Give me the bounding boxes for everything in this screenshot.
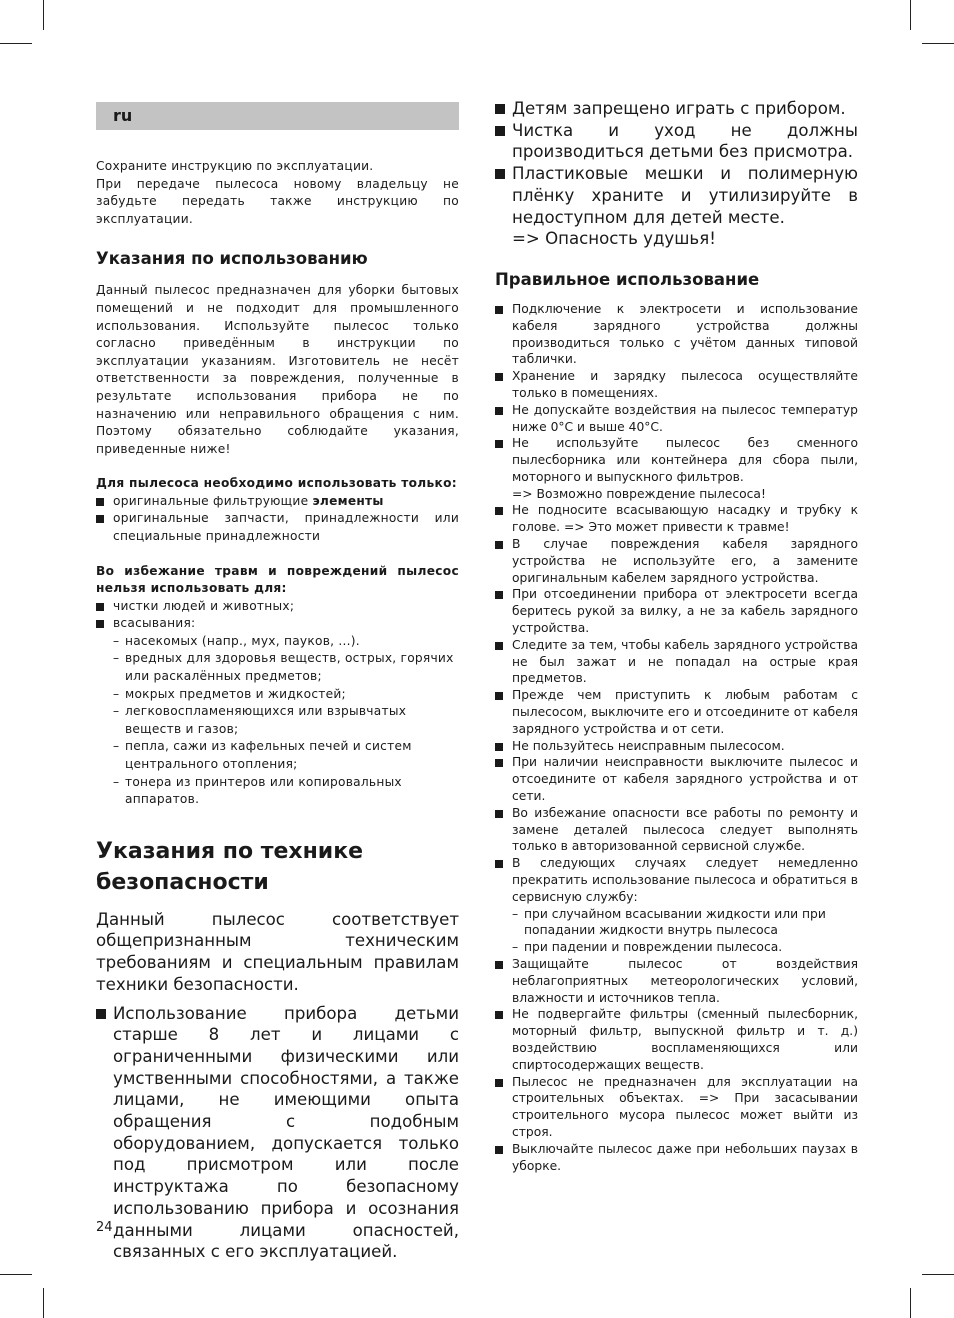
list-item: оригинальные запчасти, принадлежности или специальные принадлежности [96, 510, 459, 545]
intro-line: При передаче пылесоса новому владельцу не забудьте передать также инструкцию по эксплуатации. [96, 176, 459, 226]
safety-list-left [96, 1003, 459, 1263]
usage-title: Указания по использованию [96, 249, 368, 269]
list-item: В случае повреждения кабеля зарядного устройства не используйте его, а замените оригинальным кабелем зарядного устройства. [495, 536, 858, 586]
avoid-sublist [113, 633, 459, 809]
list-item: При отсоединении прибора от электросети всегда беритесь рукой за вилку, а не за кабель зарядного устройства. [495, 586, 858, 636]
crop-mark [43, 0, 44, 30]
crop-mark [910, 1288, 911, 1318]
list-item: Пылесос не предназначен для эксплуатации на строительных объектах. => При засасывании строительного мусора пылесос может выйти из строя. [495, 1074, 858, 1141]
safety-title: Указания по технике безопасности [96, 838, 364, 895]
safety-list-right [495, 98, 858, 228]
list-item: Детям запрещено играть с прибором. [495, 98, 858, 120]
list-item: – мокрых предметов и жидкостей; [113, 686, 459, 704]
list-item: оригинальные фильтрующие элементы [96, 493, 459, 511]
proper-list [495, 301, 858, 1174]
crop-mark [922, 1274, 954, 1275]
crop-mark [43, 1288, 44, 1318]
list-item: При наличии неисправности выключите пылесос и отсоедините от кабеля зарядного устройства и от сети. [495, 754, 858, 804]
list-item: Чистка и уход не должны производиться детьми без присмотра. [495, 120, 858, 163]
right-column [495, 98, 858, 1174]
note-text: => Возможно повреждение пылесоса! [512, 486, 766, 501]
page-number: 24 [96, 1220, 113, 1235]
list-item: – вредных для здоровья веществ, острых, горячих или раскалённых предметов; [113, 650, 459, 685]
service-sublist [512, 906, 858, 956]
list-item: чистки людей и животных; [96, 598, 459, 616]
only-list [96, 493, 459, 546]
list-item: – при падении и повреждении пылесоса. [512, 939, 858, 956]
list-item: Пластиковые мешки и полимерную плёнку храните и утилизируйте в недоступном для детей месте. [495, 163, 858, 228]
list-item: – при случайном всасывании жидкости или при попадании жидкости внутрь пылесоса [512, 906, 858, 940]
list-item: – легковоспламеняющихся или взрывчатых веществ и газов; [113, 703, 459, 738]
only-title: Для пылесоса необходимо использовать только: [96, 476, 457, 491]
list-item: – пепла, сажи из кафельных печей и систем центрального отопления; [113, 738, 459, 773]
list-item: Прежде чем приступить к любым работам с пылесосом, выключите его и отсоедините от кабеля зарядного устройства и от сети. [495, 687, 858, 737]
avoid-list [96, 598, 459, 809]
list-item: Не подносите всасывающую насадку и трубку к голове. => Это может привести к травме! [495, 502, 858, 536]
list-item: Не допускайте воздействия на пылесос температур ниже 0°C и выше 40°C. [495, 402, 858, 436]
list-item: Подключение к электросети и использование кабеля зарядного устройства должны производиться только с учётом данных типовой таблички. [495, 301, 858, 368]
crop-mark [922, 43, 954, 44]
list-item: В следующих случаях следует немедленно прекратить использование пылесоса и обратиться в сервисную службу: – при случайном всасывании жидкости или при попадании жидкости внутрь пылесоса – при падении и повреждении пылесоса. [495, 855, 858, 956]
list-item: Не используйте пылесос без сменного пылесборника или контейнера для сбора пыли, моторного и выпускного фильтров. => Возможно повреждение пылесоса! [495, 435, 858, 502]
list-item: – тонера из принтеров или копировальных аппаратов. [113, 774, 459, 809]
proper-title: Правильное использование [495, 269, 760, 289]
safety-intro: Данный пылесос соответствует общепризнанным техническим требованиям и специальным правилам техники безопасности. [96, 909, 459, 994]
list-item: – насекомых (напр., мух, пауков, ...). [113, 633, 459, 651]
intro-text [96, 158, 459, 228]
crop-mark [910, 0, 911, 30]
usage-body: Данный пылесос предназначен для уборки бытовых помещений и не подходит для промышленного использования. Используйте пылесос только согласно приведённым в инструкции по эксплуатации указаниям. Изготовитель не несёт ответственности за повреждения, полученные в результате использования прибора не по назначению или неправильного обращения с ним. Поэтому обязательно соблюдайте указания, приведенные ниже! [96, 283, 459, 456]
list-item: Не пользуйтесь неисправным пылесосом. [495, 738, 858, 755]
crop-mark [0, 1274, 32, 1275]
list-item: Защищайте пылесос от воздействия неблагоприятных метеорологических условий, влажности и источников тепла. [495, 956, 858, 1006]
language-bar: ru [96, 102, 459, 130]
list-item: Во избежание опасности все работы по ремонту и замене деталей пылесоса следует выполнять только в авторизованной сервисной службе. [495, 805, 858, 855]
crop-mark [0, 43, 32, 44]
avoid-title: Во избежание травм и повреждений пылесос нельзя использовать для: [96, 563, 459, 596]
list-item: всасывания: – насекомых (напр., мух, пауков, ...). – вредных для здоровья веществ, острых, горячих или раскалённых предметов; – мокрых предметов и жидкостей; – легковоспламеняющихся или взрывчатых веществ и газов; – пепла, сажи из кафельных печей и систем центрального отопления; – тонера из принтеров или копировальных аппаратов. [96, 615, 459, 809]
intro-line: Сохраните инструкцию по эксплуатации. [96, 159, 374, 173]
list-item: Не подвергайте фильтры (сменный пылесборник, моторный фильтр, выпускной фильтр и т. д.) воздействию воспламеняющихся или спиртосодержащих веществ. [495, 1006, 858, 1073]
list-item: Следите за тем, чтобы кабель зарядного устройства не был зажат и не попадал на острые края предметов. [495, 637, 858, 687]
list-item: Хранение и зарядку пылесоса осуществляйте только в помещениях. [495, 368, 858, 402]
list-item: Использование прибора детьми старше 8 лет и лицами с ограниченными физическими или умственными способностями, а также лицами, не имеющими опыта обращения с подобным оборудованием, допускается только под присмотром или после инструктажа по безопасному использованию прибора и осознания данными лицами опасностей, связанных с его эксплуатацией. [96, 1003, 459, 1263]
left-column [96, 102, 459, 1263]
list-item: Выключайте пылесос даже при небольших паузах в уборке. [495, 1141, 858, 1175]
suffocation-warning: => Опасность удушья! [512, 229, 716, 249]
